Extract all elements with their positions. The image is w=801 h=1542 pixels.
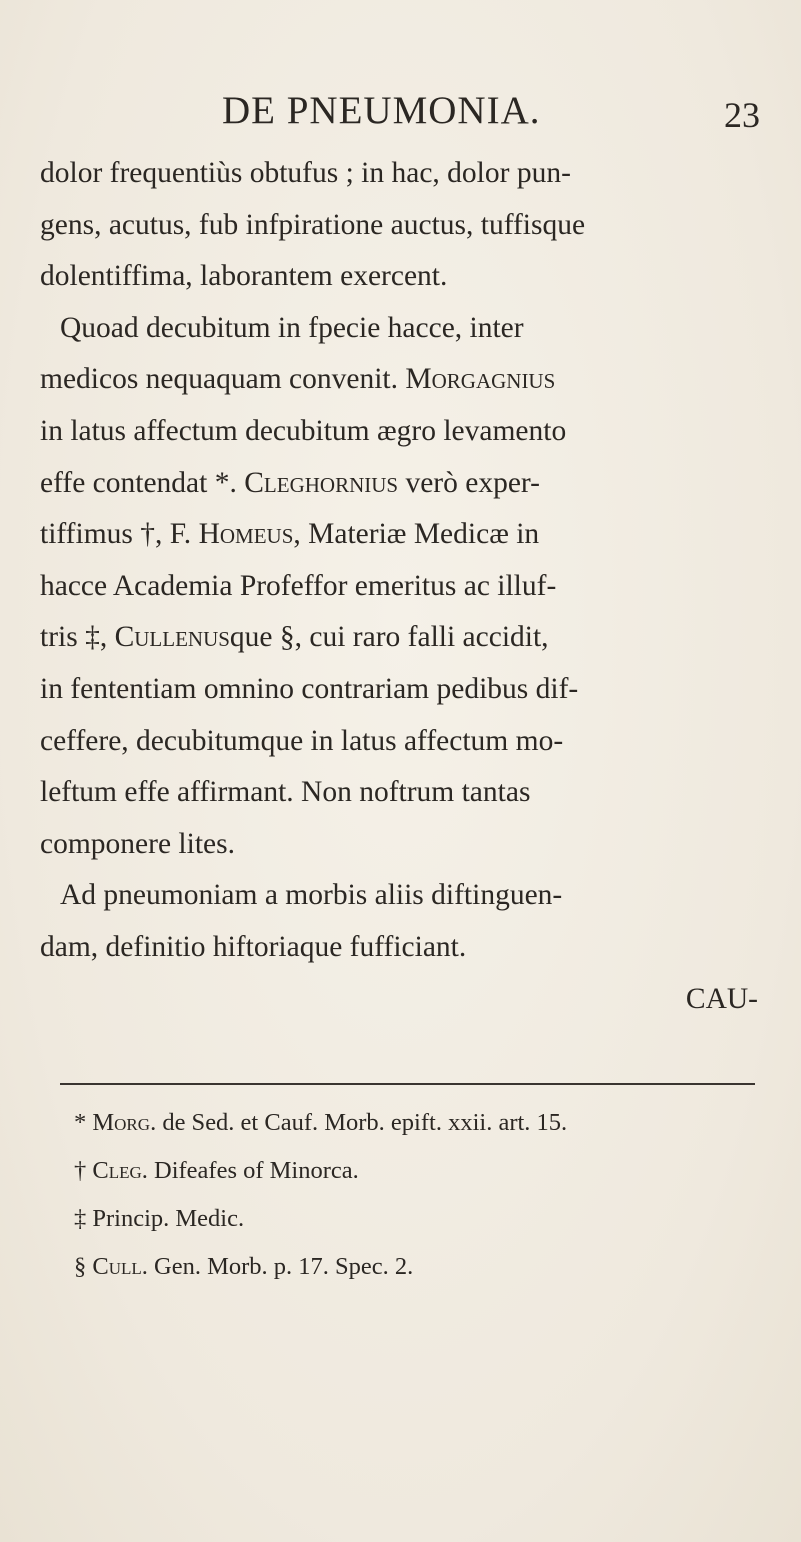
footnote-rule <box>60 1083 755 1085</box>
text-run: Quoad decubitum in fpecie hacce, inter <box>60 311 524 344</box>
running-head: DE PNEUMONIA. <box>222 89 541 132</box>
text-run: effe contendat *. <box>40 466 245 499</box>
text-line <box>40 354 770 406</box>
text-run: § <box>74 1253 93 1280</box>
author-name: Cullenus <box>114 621 230 654</box>
text-run: ‡ Princip. Medic. <box>74 1205 245 1232</box>
page-header <box>0 88 801 148</box>
text-run: tiffimus †, F. <box>40 518 199 551</box>
text-line <box>40 664 770 716</box>
page-number: 23 <box>724 95 760 135</box>
text-line <box>40 200 770 252</box>
author-name: Morg <box>92 1109 151 1136</box>
text-run: tris ‡, <box>40 621 115 654</box>
text-run: dolentiffima, laborantem exercent. <box>40 260 448 293</box>
text-line <box>40 767 770 819</box>
footnote <box>74 1195 754 1243</box>
text-line <box>40 251 770 303</box>
text-line <box>40 458 770 510</box>
footnote <box>74 1099 754 1147</box>
text-run: in fententiam omnino contrariam pedibus dif- <box>40 672 579 705</box>
text-line <box>40 974 770 1026</box>
text-run: , Materiæ Medicæ in <box>293 518 540 551</box>
author-name: Morgagnius <box>405 363 556 396</box>
text-run: leftum effe affirmant. Non noftrum tantas <box>40 776 531 809</box>
footnote <box>74 1243 754 1291</box>
text-line <box>40 870 770 922</box>
text-run: hacce Academia Profeffor emeritus ac illuf- <box>40 569 557 602</box>
author-name: Cleg <box>92 1157 142 1184</box>
text-line <box>40 716 770 768</box>
text-run: CAU- <box>685 982 758 1015</box>
text-run: Ad pneumoniam a morbis aliis diftinguen- <box>60 879 563 912</box>
author-name: Cull <box>92 1253 142 1280</box>
text-line <box>40 148 770 200</box>
text-run: dam, definitio hiftoriaque fufficiant. <box>40 930 467 963</box>
text-line <box>40 509 770 561</box>
text-line <box>40 612 770 664</box>
text-run: * <box>74 1109 93 1136</box>
text-run: dolor frequentiùs obtufus ; in hac, dolor pun- <box>40 157 571 189</box>
footnotes <box>74 1099 754 1291</box>
body-text <box>40 148 770 1025</box>
text-run: que §, cui raro falli accidit, <box>229 621 549 654</box>
text-run: . de Sed. et Cauf. Morb. epift. xxii. art. 15. <box>150 1109 568 1136</box>
text-run: ceffere, decubitumque in latus affectum mo- <box>40 724 564 757</box>
author-name: Homeus <box>198 518 294 551</box>
text-run: medicos nequaquam convenit. <box>40 363 406 396</box>
text-line <box>40 561 770 613</box>
text-line <box>40 922 770 974</box>
text-run: † <box>74 1157 93 1184</box>
text-run: componere lites. <box>40 827 235 860</box>
text-line <box>40 303 770 355</box>
text-run: verò exper- <box>398 466 540 499</box>
text-line <box>40 819 770 871</box>
footnote <box>74 1147 754 1195</box>
text-run: in latus affectum decubitum ægro levamento <box>40 414 567 447</box>
text-line <box>40 406 770 458</box>
author-name: Cleghornius <box>244 466 399 499</box>
text-run: . Difeafes of Minorca. <box>141 1157 359 1184</box>
text-run: gens, acutus, fub infpiratione auctus, tuffisque <box>40 208 586 241</box>
text-run: . Gen. Morb. p. 17. Spec. 2. <box>141 1253 414 1280</box>
